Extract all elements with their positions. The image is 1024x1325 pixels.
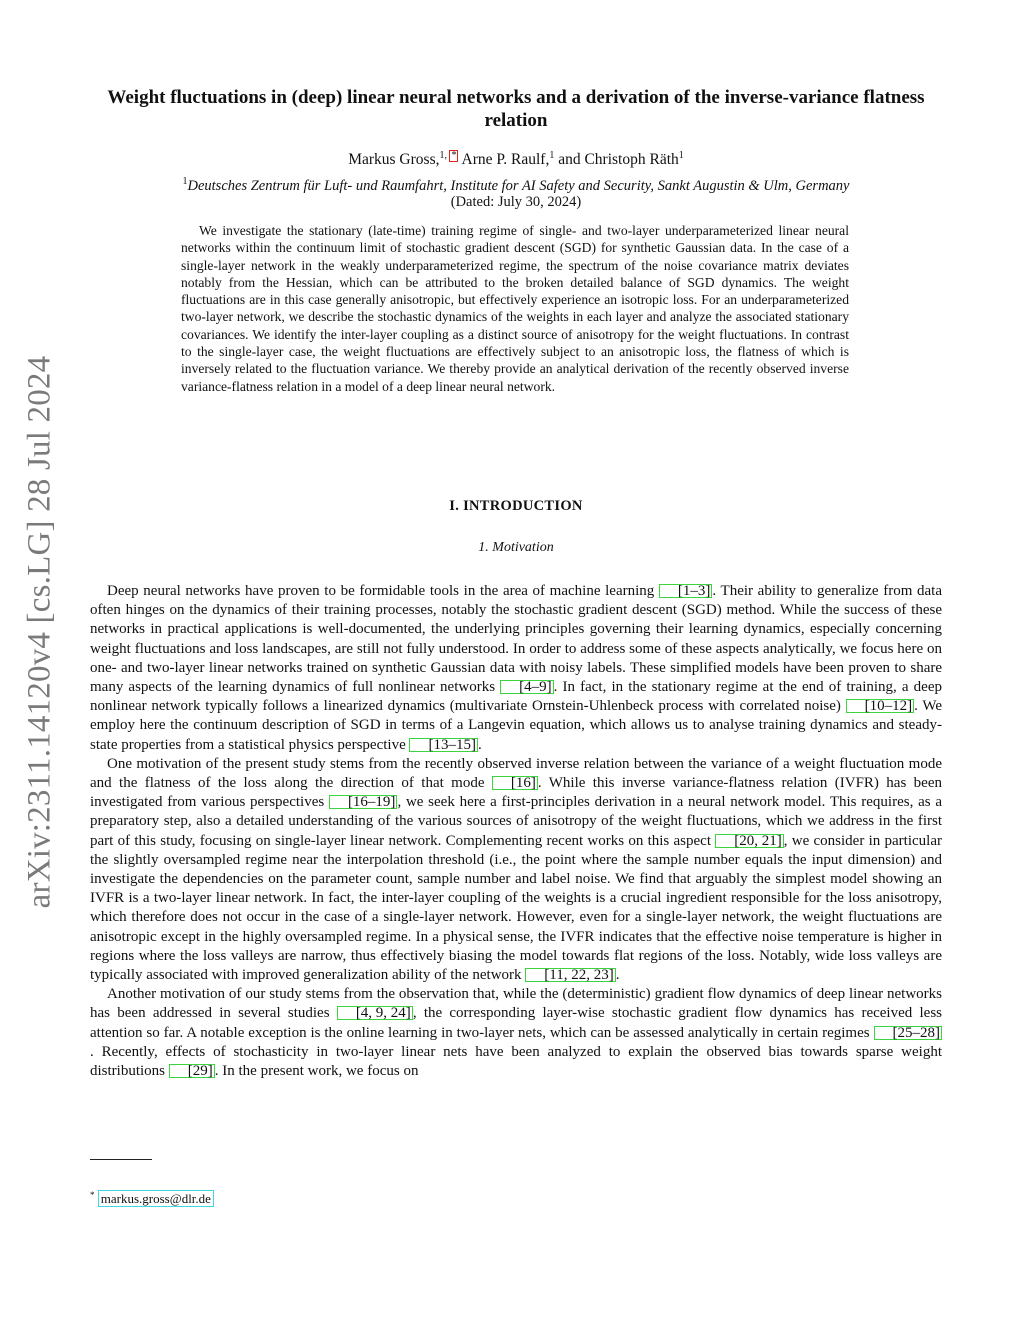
email-link[interactable]: markus.gross@dlr.de [98, 1190, 214, 1207]
citation-link[interactable]: [25–28] [874, 1026, 943, 1040]
paper-title: Weight fluctuations in (deep) linear neural networks and a derivation of the inverse-variance flatness relation [107, 87, 925, 131]
author-affiliation-mark: 1 [549, 150, 555, 161]
paragraph: Another motivation of our study stems from the observation that, while the (deterministic) gradient flow dynamics of deep linear networks has been addressed in several studies [4, 9, 24] , the corresponding layer-wise stochastic gradient flow dynamics has received less attention so far. A notable exception is the online learning in two-layer nets, which can be assessed analytically in certain regimes [25–28]. Recently, effects of stochasticity in two-layer linear nets have been analyzed to explain the observed bias towards sparse weight distributions [29] . In the present work, we focus on [90, 986, 943, 1080]
citation-link[interactable]: [16] [492, 776, 538, 790]
body-text [90, 582, 942, 1081]
citation-link[interactable]: [16–19] [329, 795, 398, 809]
author-affiliation-mark: 1, * [439, 150, 457, 161]
author-name: and Christoph Räth [558, 151, 679, 169]
citation-link[interactable]: [4, 9, 24] [337, 1006, 413, 1020]
arxiv-stamp-text: arXiv:2311.14120v4 [cs.LG] 28 Jul 2024 [21, 355, 58, 909]
paragraph: One motivation of the present study stems from the recently observed inverse relation between the variance of a weight fluctuation mode and the flatness of the loss along the direction of that mode [16] . While this inverse variance-flatness relation (IVFR) has been investigated from various perspectives [16–19] , we seek here a first-principles derivation in a neural network model. This requires, as a preparatory step, also a detailed understanding of the various sources of anisotropy of the weight fluctuations, which we address in the first part of this study, focusing on single-layer linear network. Complementing recent works on this aspect [20, 21] , we consider in particular the slightly oversampled regime near the interpolation threshold (i.e., the point where the sample number equals the input dimension) and investigate the dependencies on the parameter count, sample number and label noise. We find that arguably the simplest model showing an IVFR is a two-layer linear network. In fact, the inter-layer coupling of the weights is a crucial ingredient responsible for the loss anisotropy, which therefore does not occur in the case of a single-layer network. However, even for a single-layer network, the weight fluctuations are anisotropic except in the highly oversampled regime. In a physical sense, the IVFR indicates that the effective noise temperature is higher in regions where the loss valleys are narrow, thus effectively biasing the model towards flat regions of the loss. Notably, wide loss valleys are typically associated with improved generalization ability of the network [11, 22, 23] . [90, 755, 942, 984]
citation-link[interactable]: [20, 21] [715, 834, 784, 848]
footnote [90, 1190, 214, 1207]
citation-link[interactable]: [29] [169, 1064, 215, 1078]
author-name: Markus Gross, [348, 151, 440, 169]
citation-link[interactable]: [11, 22, 23] [525, 968, 615, 982]
footnote-divider [90, 1159, 152, 1160]
corresponding-author-footnote-link[interactable]: * [451, 150, 457, 161]
citation-link[interactable]: [4–9] [500, 680, 554, 694]
abstract: We investigate the stationary (late-time) training regime of single- and two-layer underparameterized linear neural networks within the continuum limit of stochastic gradient descent (SGD) for synthetic Gaussian data. In the case of a single-layer network in the weakly underparameterized regime, the spectrum of the noise covariance matrix deviates notably from the Hessian, which can be attributed to the broken detailed balance of SGD dynamics. The weight fluctuations are in this case generally anisotropic, but effectively experience an isotropic loss. For an underparameterized two-layer network, we describe the stochastic dynamics of the weights in each layer and analyze the associated stationary covariances. We identify the inter-layer coupling as a distinct source of anisotropy for the weight fluctuations. In contrast to the single-layer case, the weight fluctuations are effectively subject to an anisotropic loss, the flatness of which is inversely related to the fluctuation variance. We thereby provide an analytical derivation of the recently observed inverse variance-flatness relation in a model of a deep linear neural network. [181, 223, 849, 394]
date-line: (Dated: July 30, 2024) [450, 194, 582, 210]
arxiv-identifier-stamp [10, 325, 70, 940]
paragraph: Deep neural networks have proven to be formidable tools in the area of machine learning [1–3] . Their ability to generalize from data often hinges on the dynamics of their training processes, notably the stochastic gradient descent (SGD) method. While the success of these networks in practical applications is well-documented, the underlying principles governing their learning dynamics, especially concerning weight fluctuations and loss landscapes, are still not fully understood. In order to address some of these aspects analytically, we focus here on one- and two-layer linear networks trained on synthetic Gaussian data with noisy labels. These simplified models have been proven to share many aspects of the learning dynamics of full nonlinear networks [4–9] . In fact, in the stationary regime at the end of training, a deep nonlinear network typically follows a linearized dynamics (multivariate Ornstein-Uhlenbeck process with correlated noise) [10–12] . We employ here the continuum description of SGD in terms of a Langevin equation, which allows us to analyse training dynamics and steady-state properties from a statistical physics perspective [13–15] . [90, 583, 942, 753]
affiliation-number: 1 [182, 176, 188, 187]
author-line [90, 150, 942, 169]
citation-link[interactable]: [13–15] [409, 738, 478, 752]
citation-link[interactable]: [1–3] [659, 584, 713, 598]
footnote-mark: * [90, 1190, 95, 1200]
affiliation [90, 176, 942, 195]
author-name: Arne P. Raulf, [461, 151, 550, 169]
citation-link[interactable]: [10–12] [846, 699, 915, 713]
author-affiliation-mark: 1 [678, 150, 684, 161]
section-heading: I. INTRODUCTION [449, 498, 583, 514]
affiliation-text: Deutsches Zentrum für Luft- und Raumfahrt, Institute for AI Safety and Security, Sankt Augustin & Ulm, Germany [187, 177, 850, 194]
subsection-heading: 1. Motivation [478, 540, 554, 555]
